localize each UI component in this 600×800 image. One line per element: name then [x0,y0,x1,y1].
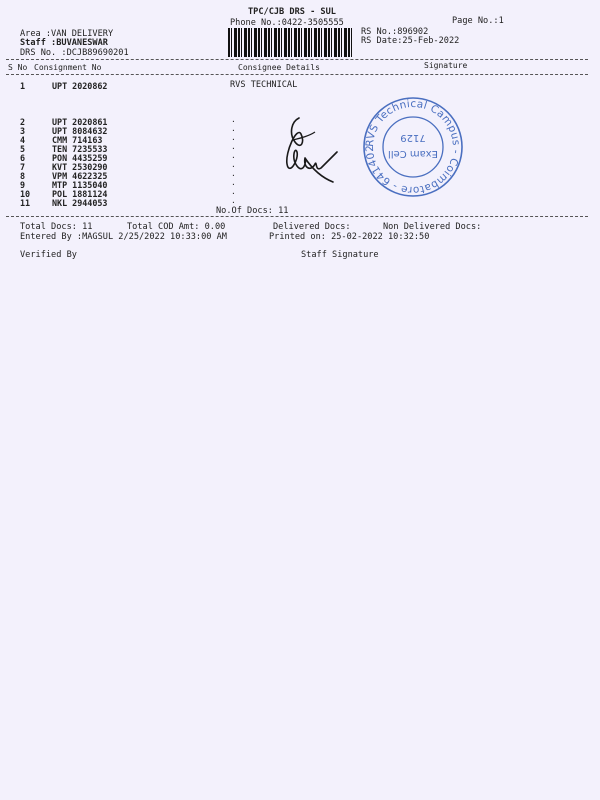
delivered-docs: Delivered Docs: [273,222,351,232]
handwritten-signature [275,112,347,184]
row-s-no: 9 [20,180,26,190]
row-consignment-no: POL 1881124 [52,189,108,199]
exam-cell-stamp [342,97,484,197]
row-s-no: 1 [20,81,26,91]
row-s-no: 8 [20,171,26,181]
rs-date: RS Date:25-Feb-2022 [361,36,460,46]
row-consignment-no: VPM 4622325 [52,171,108,181]
printed-on: Printed on: 25-02-2022 10:32:50 [269,232,430,242]
row-consignee: . [231,142,236,151]
verified-by: Verified By [20,250,77,260]
divider [6,59,588,60]
row-consignee: . [231,151,236,160]
row-consignee: . [231,124,236,133]
total-cod-amount: Total COD Amt: 0.00 [127,222,226,232]
row-consignee: RVS TECHNICAL [230,80,298,90]
row-s-no: 2 [20,117,26,127]
drs-number: DRS No. :DCJB89690201 [20,48,129,58]
row-s-no: 10 [20,189,31,199]
divider [6,216,588,217]
stamp-center-number: 7129 [400,132,426,143]
stamp-center-text: Exam Cell [388,148,438,159]
row-consignee: . [231,115,236,124]
row-s-no: 3 [20,126,26,136]
total-docs: Total Docs: 11 [20,222,93,232]
row-consignment-no: UPT 2020861 [52,117,108,127]
row-consignment-no: UPT 8084632 [52,126,108,136]
row-consignment-no: TEN 7235533 [52,144,108,154]
row-consignee: . [231,160,236,169]
row-consignee: . [231,196,236,205]
row-consignment-no: KVT 2530290 [52,162,108,172]
row-consignee: . [231,187,236,196]
row-consignee: . [231,169,236,178]
col-s-no: S No [8,63,28,72]
col-consignee-details: Consignee Details [238,63,320,72]
divider [6,74,588,75]
row-s-no: 5 [20,144,26,154]
rs-number: RS No.:896902 [361,27,429,37]
svg-text:RVS Technical Campus - Coimbat [342,97,462,196]
area: Area :VAN DELIVERY [20,29,114,39]
row-consignee: . [231,178,236,187]
phone-number: Phone No.:0422-3505555 [230,18,344,28]
row-s-no: 7 [20,162,26,172]
row-consignment-no: CMM 714163 [52,135,103,145]
entered-by: Entered By :MAGSUL 2/25/2022 10:33:00 AM [20,232,227,242]
row-consignment-no: PON 4435259 [52,153,108,163]
row-consignment-no: UPT 2020862 [52,81,108,91]
row-consignment-no: NKL 2944053 [52,198,108,208]
row-consignee: . [231,133,236,142]
row-s-no: 11 [20,198,31,208]
row-s-no: 6 [20,153,26,163]
non-delivered-docs: Non Delivered Docs: [383,222,482,232]
report-title: TPC/CJB DRS - SUL [248,7,336,17]
col-signature: Signature [424,61,468,70]
staff: Staff :BUVANESWAR [20,38,108,48]
row-s-no: 4 [20,135,26,145]
stamp-ring-text: RVS Technical Campus - Coimbatore - 641402 [363,97,463,197]
row-consignment-no: MTP 1135040 [52,180,108,190]
page-number: Page No.:1 [452,16,504,26]
no-of-docs: No.Of Docs: 11 [216,206,289,216]
col-consignment-no: Consignment No [34,63,102,72]
barcode [228,28,354,57]
staff-signature: Staff Signature [301,250,379,260]
